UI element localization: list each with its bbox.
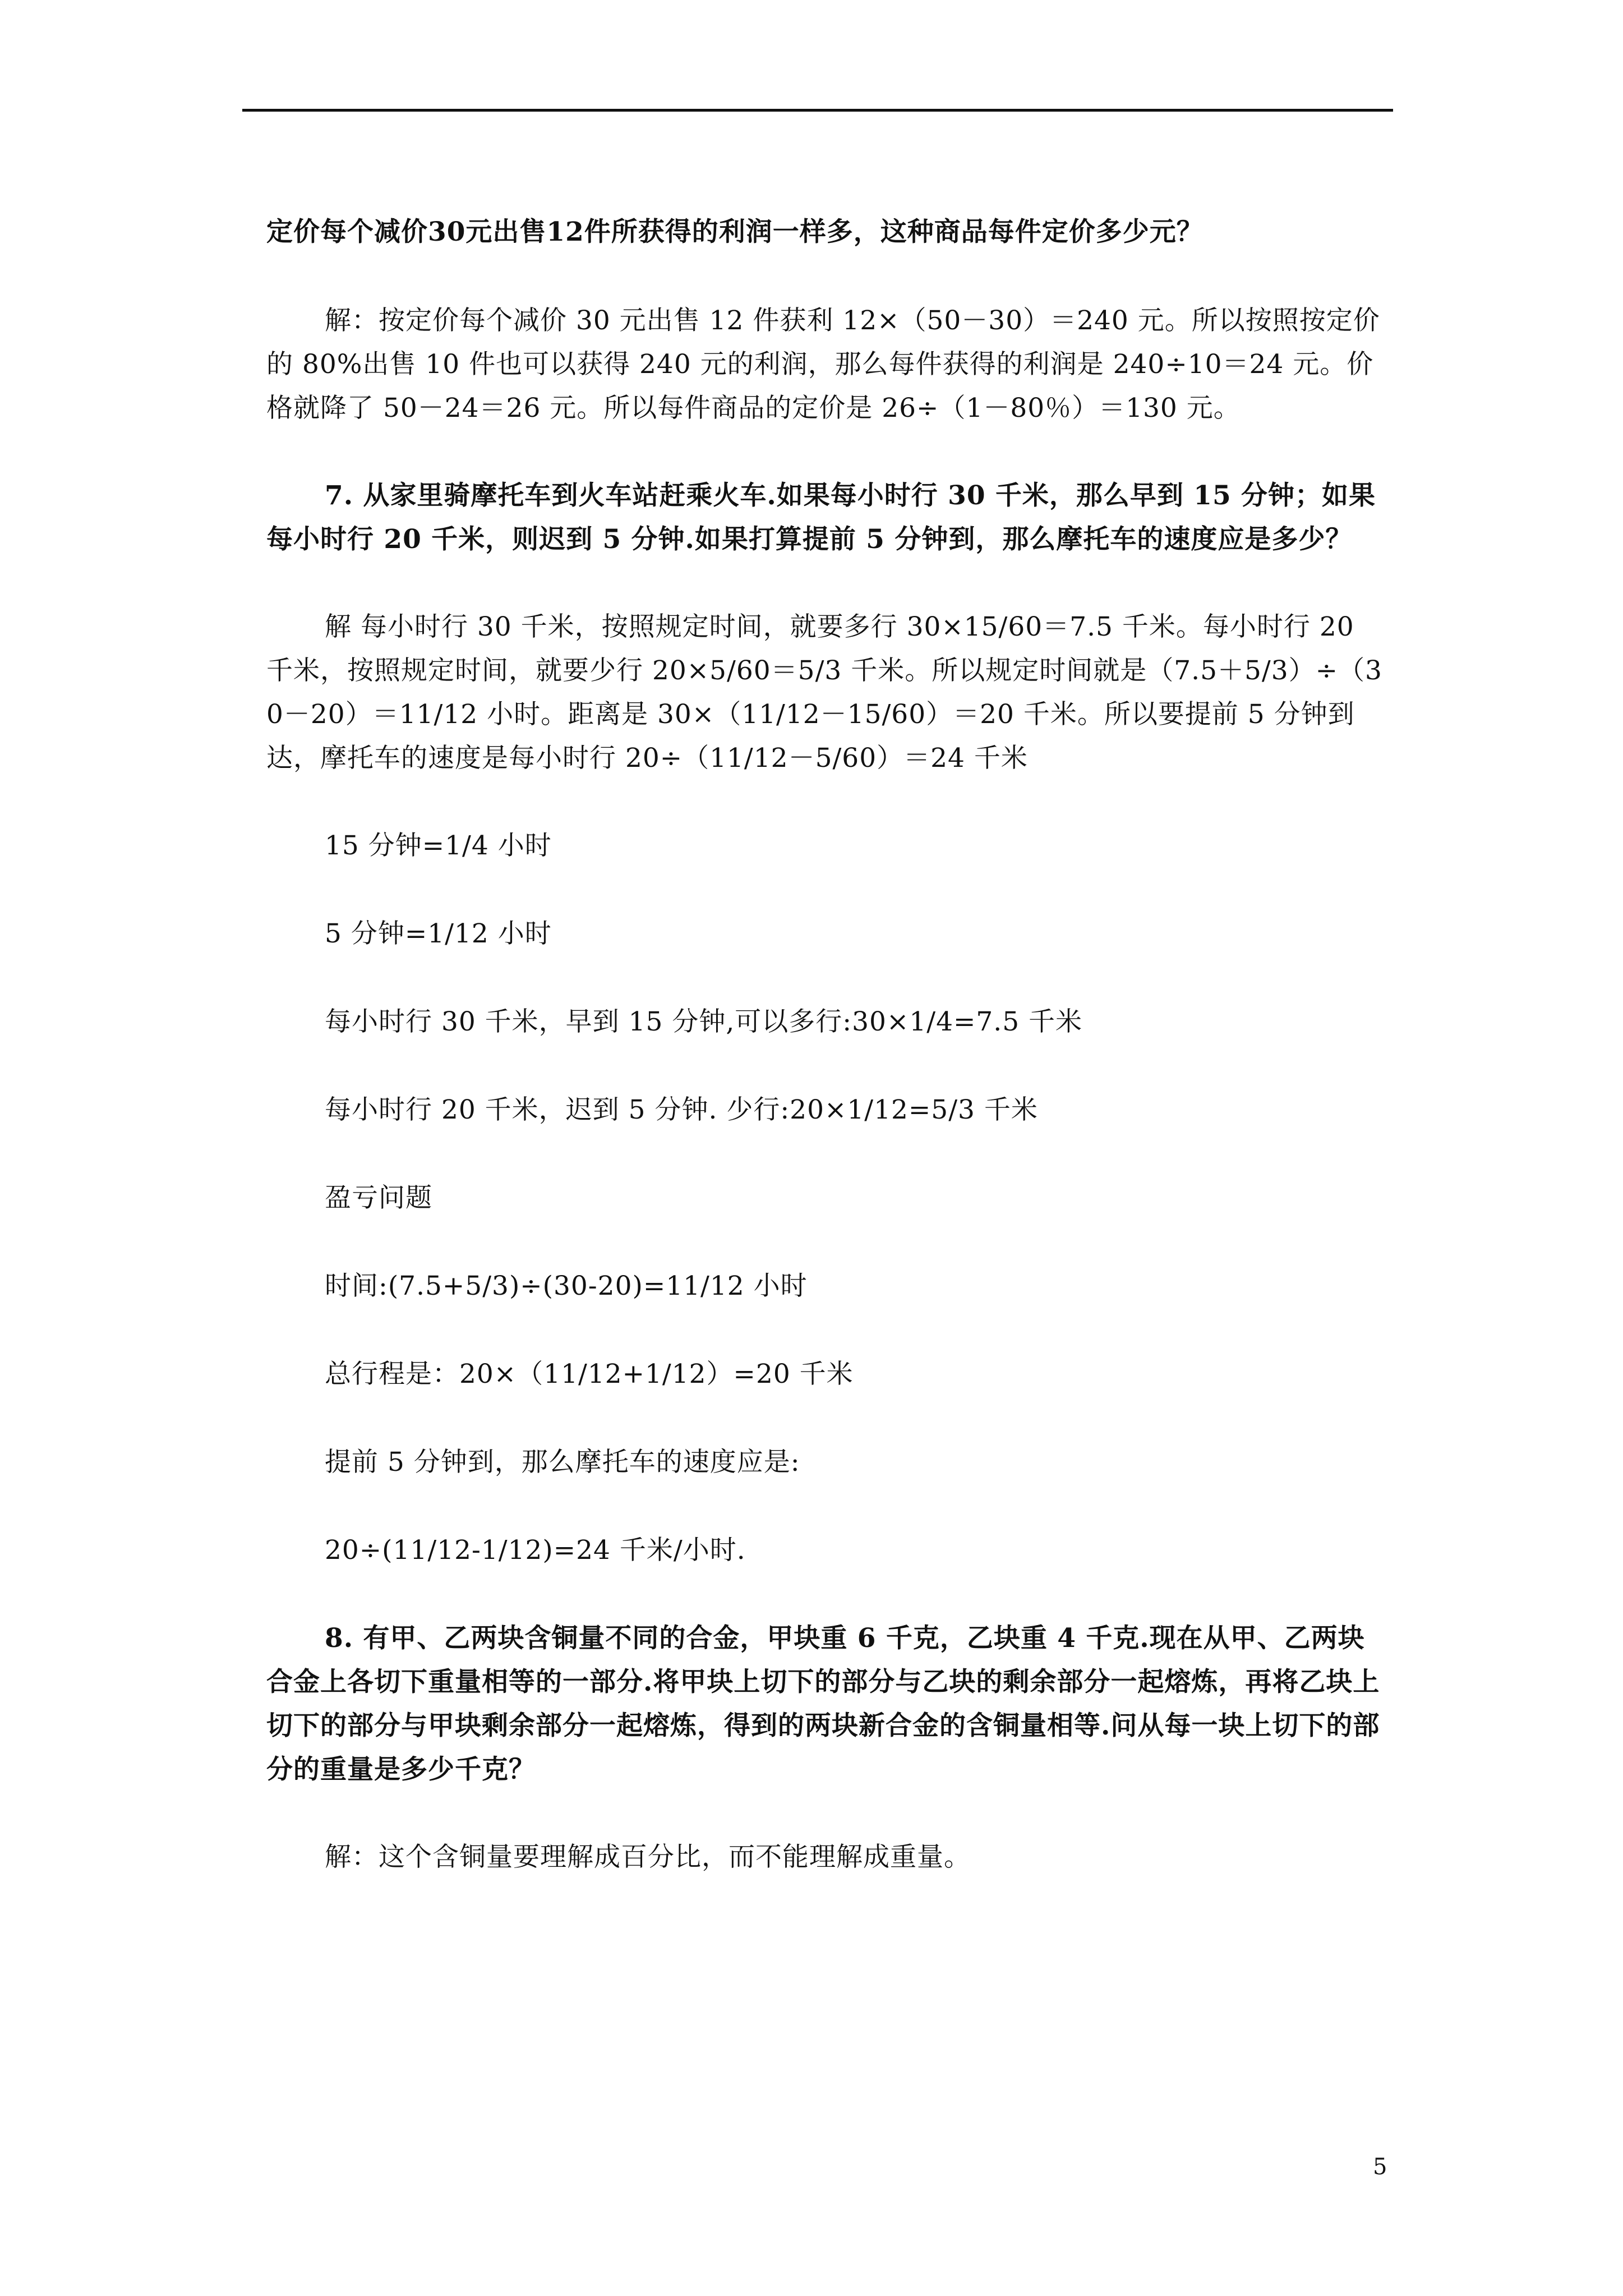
question-6-solution: 解：按定价每个减价 30 元出售 12 件获利 12×（50－30）＝240 元。所以按照按定价的 80%出售 10 件也可以获得 240 元的利润，那么每件获得的利润是 240÷10＝24 元。价格就降了 50－24＝26 元。所以每件商品的定价是 26÷（1－80％）＝130 元。 [266, 305, 1380, 424]
question-6-continuation: 定价每个减价30元出售12件所获得的利润一样多，这种商品每件定价多少元？ [266, 217, 1204, 247]
solution-line: 每小时行 20 千米，迟到 5 分钟. 少行:20×1/12=5/3 千米 [325, 1094, 1038, 1125]
solution-line: 每小时行 30 千米，早到 15 分钟,可以多行:30×1/4=7.5 千米 [325, 1006, 1083, 1037]
solution-line: 盈亏问题 [325, 1182, 432, 1213]
solution-line: 时间:(7.5+5/3)÷(30-20)=11/12 小时 [325, 1271, 808, 1301]
solution-line: 提前 5 分钟到，那么摩托车的速度应是: [325, 1447, 800, 1478]
solution-line: 15 分钟=1/4 小时 [325, 830, 552, 861]
question-7-solution: 解 每小时行 30 千米，按照规定时间，就要多行 30×15/60＝7.5 千米。每小时行 20 千米，按照规定时间，就要少行 20×5/60＝5/3 千米。所以规定时间就是（7.5＋5/3）÷（30－20）＝11/12 小时。距离是 30×（11/12－15/60）＝20 千米。所以要提前 5 分钟到达，摩托车的速度是每小时行 20÷（11/12－5/60）＝24 千米 [266, 611, 1382, 774]
document-body [266, 210, 1388, 1879]
solution-line: 总行程是：20×（11/12+1/12）=20 千米 [325, 1359, 854, 1389]
page-number: 5 [1373, 2154, 1387, 2180]
question-7: 7. 从家里骑摩托车到火车站赶乘火车.如果每小时行 30 千米，那么早到 15 分钟；如果每小时行 20 千米，则迟到 5 分钟.如果打算提前 5 分钟到，那么摩托车的速度应是多少？ [266, 480, 1376, 555]
solution-line: 20÷(11/12-1/12)=24 千米/小时. [325, 1535, 746, 1566]
header-rule [242, 109, 1393, 112]
question-8-solution: 解：这个含铜量要理解成百分比，而不能理解成重量。 [325, 1842, 971, 1872]
solution-line: 5 分钟=1/12 小时 [325, 918, 552, 949]
question-8: 8. 有甲、乙两块含铜量不同的合金，甲块重 6 千克，乙块重 4 千克.现在从甲、乙两块合金上各切下重量相等的一部分.将甲块上切下的部分与乙块的剩余部分一起熔炼，再将乙块上切下的部分与甲块剩余部分一起熔炼，得到的两块新合金的含铜量相等.问从每一块上切下的部分的重量是多少千克？ [266, 1623, 1380, 1785]
